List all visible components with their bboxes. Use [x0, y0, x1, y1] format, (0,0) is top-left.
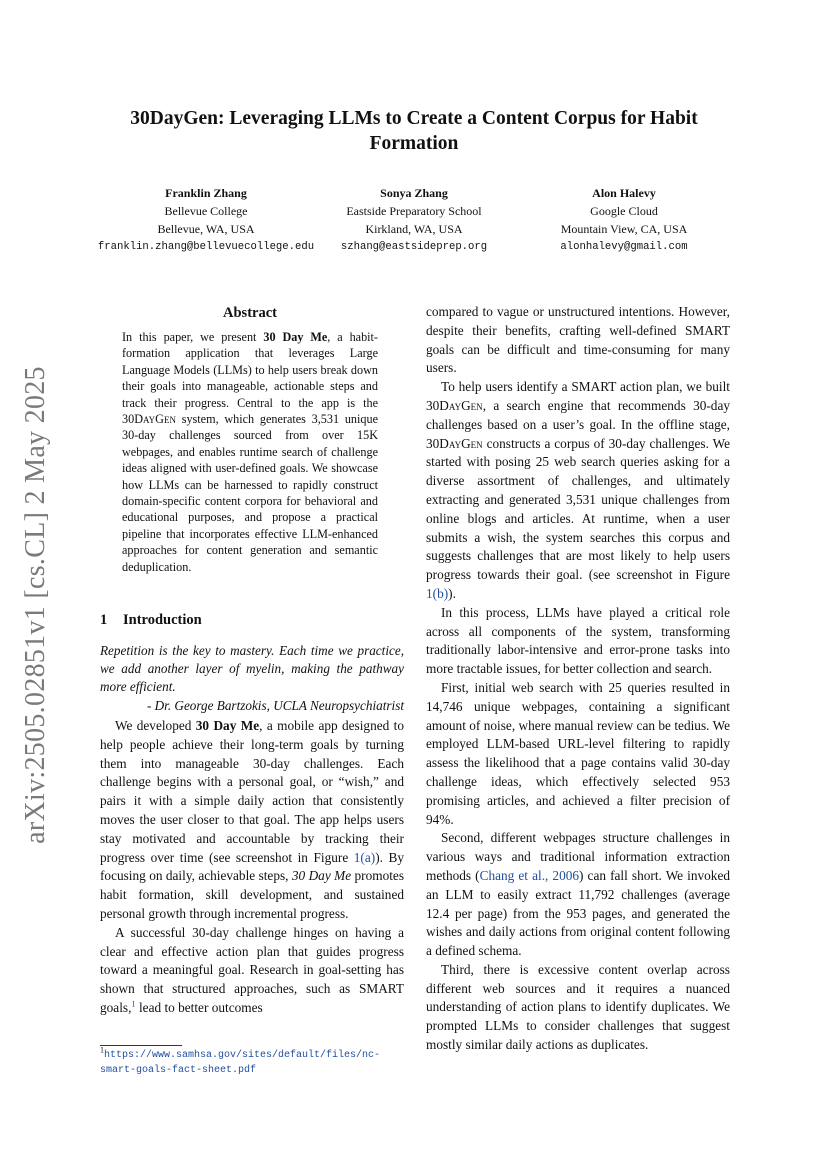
author-email[interactable]: alonhalevy@gmail.com	[560, 241, 688, 253]
author-block	[90, 184, 322, 256]
author-affiliation: Bellevue College	[164, 204, 248, 218]
footnote-marker[interactable]: 1	[131, 998, 136, 1009]
paragraph: To help users identify a SMART action plan, we built 30DayGen, a search engine that recommends 30-day challenges based on a user’s goal. In the offline stage, 30DayGen constructs a corpus of 30-day challenges. We started with posing 25 web search queries asking for a diverse assortment of challenges, and ultimately extracting and generated 3,531 unique challenges from online blogs and articles. At runtime, when a user submits a wish, the system searches this corpus and suggests challenges that are most likely to help users progress towards their goal. (see screenshot in Figure 1(b)).	[426, 379, 730, 601]
author-name: Alon Halevy	[592, 186, 656, 200]
abstract-text: In this paper, we present 30 Day Me, a habit-formation application that leverages Large Language Models (LLMs) to help users break down their goals into manageable, actionable steps and track their progress. Central to the app is the 30DayGen system, which generates 3,531 unique 30-day challenges sourced from over 15K webpages, and enables runtime search of challenge ideas aligned with user-defined goals. We showcase how LLMs can be harnessed to rapidly construct domain-specific content corpora for behavioral and educational purposes, and propose a practical pipeline that incorporates effective LLM-enhanced approaches for content generation and semantic deduplication.	[122, 330, 378, 574]
epigraph-attribution: - Dr. George Bartzokis, UCLA Neuropsychiatrist	[146, 698, 404, 713]
footnote: $^1$https://www.samhsa.gov/sites/default/files/nc-smart-goals-fact-sheet.pdf	[100, 1045, 381, 1076]
paragraph: In this process, LLMs have played a critical role across all components of the system, transforming traditionally labor-intensive and error-prone tasks into more tractable issues, for better collection and search.	[426, 604, 730, 677]
paragraph: Third, there is excessive content overlap across different web sources and it requires a nuanced understanding of action plans to identify duplicates. We prompted LLMs to consider challenges that suggest mostly similar daily actions as duplicates.	[426, 961, 730, 1053]
right-column-body	[426, 303, 730, 1055]
section-number: 1	[100, 612, 108, 628]
figure-reference[interactable]: 1(a)	[353, 849, 376, 865]
paragraph: compared to vague or unstructured intentions. However, despite their benefits, crafting well-defined SMART goals can be difficult and time-consuming for many users.	[426, 304, 730, 376]
abstract-heading: Abstract	[223, 305, 277, 321]
epigraph-quote: Repetition is the key to mastery. Each time we practice, we add another layer of myelin, making the pathway more efficient.	[100, 643, 404, 695]
footnote-url[interactable]: https://www.samhsa.gov/sites/default/files/nc-smart-goals-fact-sheet.pdf	[100, 1050, 381, 1076]
arxiv-identifier	[15, 365, 57, 845]
author-name: Sonya Zhang	[380, 186, 448, 200]
author-location: Mountain View, CA, USA	[560, 222, 688, 236]
author-affiliation: Google Cloud	[590, 204, 658, 218]
paragraph: Second, different webpages structure challenges in various ways and traditional information extraction methods (Chang et al., 2006) can fall short. We invoked an LLM to easily extract 11,792 challenges (average 12.4 per page) from the 953 pages, and generated the wishes and daily actions from original content following a defined schema.	[426, 830, 731, 959]
author-location: Kirkland, WA, USA	[365, 222, 463, 236]
author-block	[520, 184, 728, 256]
author-email[interactable]: szhang@eastsideprep.org	[340, 241, 488, 253]
paragraph: We developed 30 Day Me, a mobile app designed to help people achieve their long-term goals by turning them into manageable 30-day challenges. Each challenge begins with a personal goal, or “wish,” and pairs it with a simple daily action that consistently moves the user closer to that goal. The app helps users stay motivated and accountable by tracking their progress over time (see screenshot in Figure 1(a)). By focusing on daily, achievable steps, 30 Day Me promotes habit formation, skill development, and sustained personal growth through incremental progress.	[100, 718, 405, 921]
paragraph: First, initial web search with 25 queries resulted in 14,746 unique webpages, containing a significant amount of noise, where manual review can be tedius. We employed LLM-based URL-level filtering to rapidly assess the likelihood that a page contains valid 30-day challenge ideas, which effectively selected 953 promising articles, and achieved a filter precision of 94%.	[426, 679, 730, 827]
author-name: Franklin Zhang	[165, 186, 247, 200]
author-location: Bellevue, WA, USA	[157, 222, 255, 236]
author-email[interactable]: franklin.zhang@bellevuecollege.edu	[97, 241, 315, 253]
figure-reference[interactable]: 1(b)	[426, 585, 449, 601]
section-heading	[100, 612, 400, 629]
author-affiliation: Eastside Preparatory School	[346, 204, 482, 218]
paper-title: 30DayGen: Leveraging LLMs to Create a Content Corpus for Habit Formation	[130, 108, 698, 154]
footnote-divider	[100, 1045, 182, 1046]
paragraph: A successful 30-day challenge hinges on having a clear and effective action plan that guides progress toward a meaningful goal. Research in goal-setting has shown that structured approaches, such as SMART goals,$^1$ lead to better outcomes	[100, 924, 404, 1015]
left-column-body	[100, 717, 404, 1018]
citation-link[interactable]: Chang et al., 2006	[479, 867, 580, 883]
author-block	[318, 184, 510, 256]
section-title: Introduction	[123, 612, 202, 628]
arxiv-identifier-text: arXiv:2505.02851v1 [cs.CL] 2 May 2025	[20, 366, 51, 844]
